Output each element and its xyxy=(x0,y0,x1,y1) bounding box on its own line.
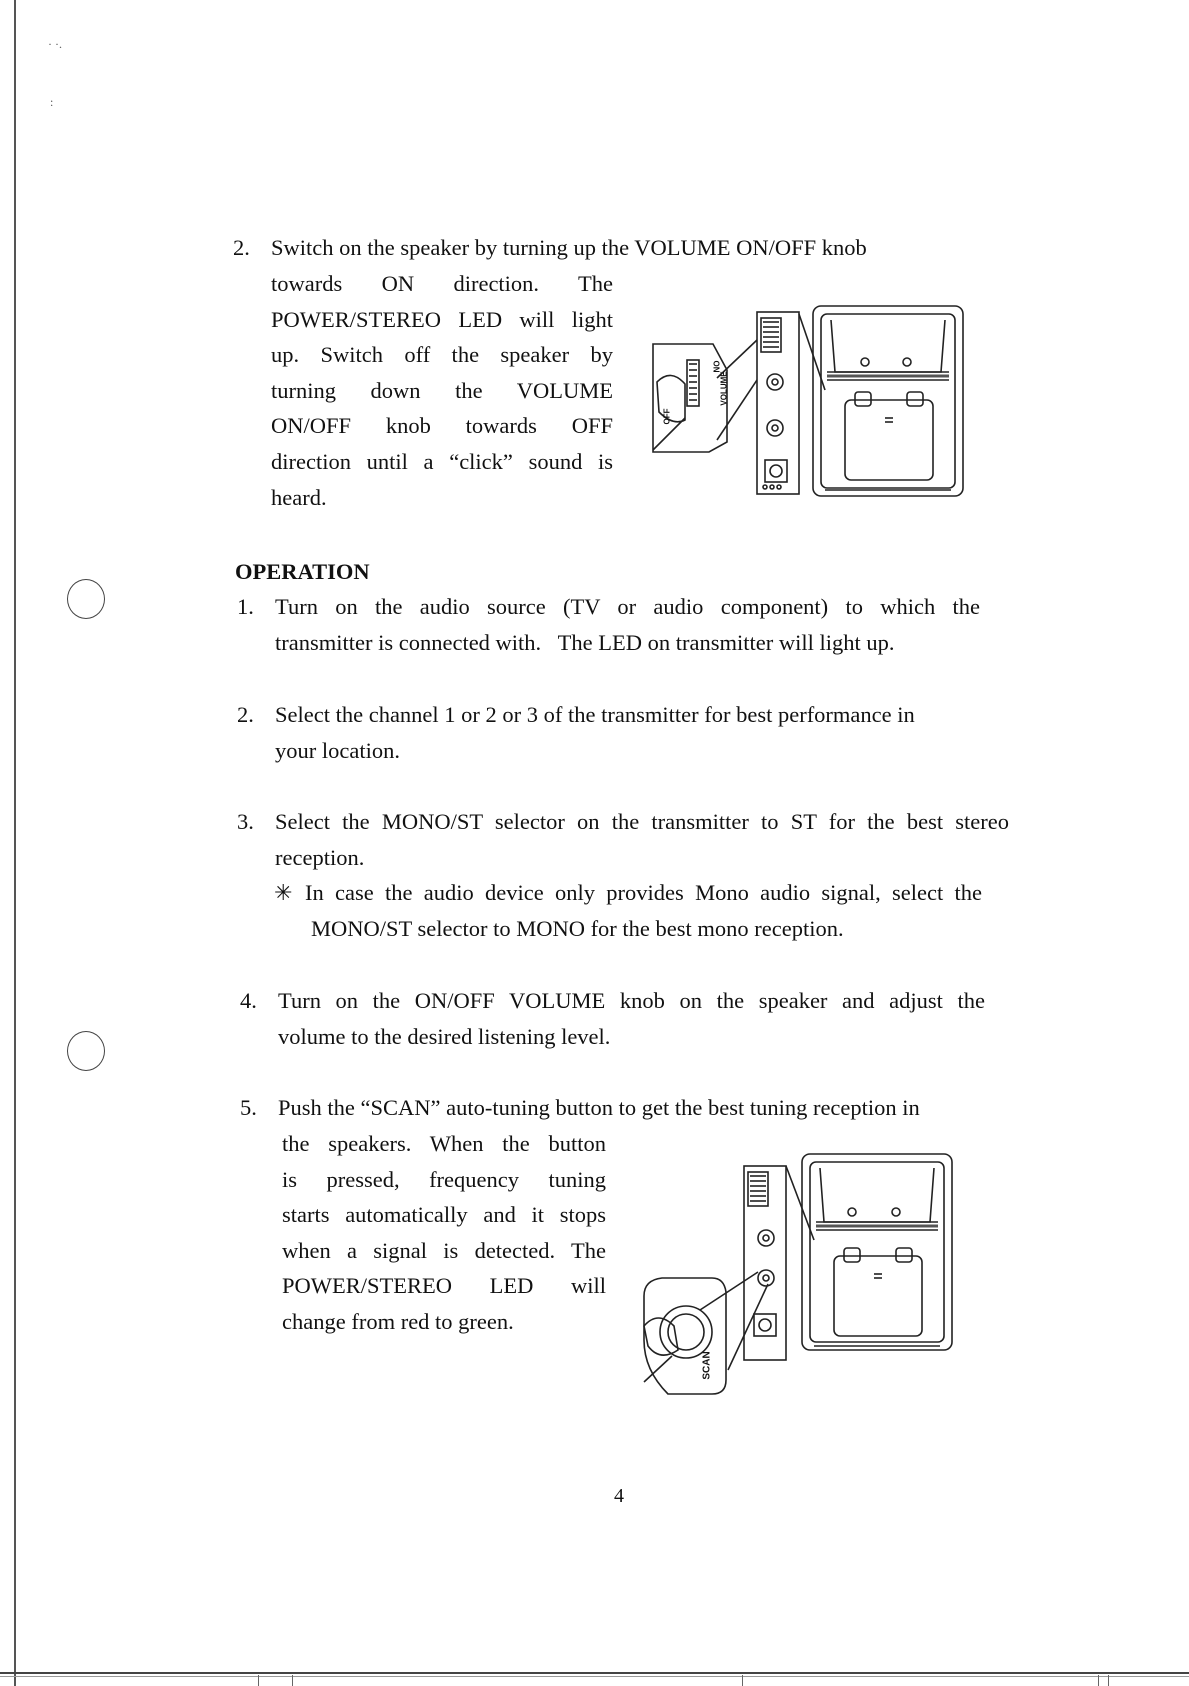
scan-tick xyxy=(258,1675,259,1686)
scan-speck: · ·. xyxy=(48,37,62,51)
step-line: your location. xyxy=(275,738,400,763)
scan-left-edge xyxy=(14,0,16,1686)
speaker-volume-figure xyxy=(645,300,965,500)
scan-tick xyxy=(742,1675,743,1686)
step-line: Select the channel 1 or 2 or 3 of the transmitter for best performance in xyxy=(275,702,915,727)
step-line: is pressed, frequency tuning xyxy=(282,1167,606,1192)
step-line: POWER/STEREO LED will xyxy=(282,1273,606,1298)
step-number: 2. xyxy=(233,235,250,260)
step-line: Turn on the audio source (TV or audio component) to which the xyxy=(275,594,980,619)
step-line: when a signal is detected. The xyxy=(282,1238,606,1263)
step-line: up. Switch off the speaker by xyxy=(271,342,613,367)
note-line: MONO/ST selector to MONO for the best mono reception. xyxy=(311,916,844,941)
asterisk-note-icon: ✳ xyxy=(274,880,293,905)
step-line: ON/OFF knob towards OFF xyxy=(271,413,613,438)
scan-label: SCAN xyxy=(701,1351,713,1380)
off-label: OFF xyxy=(662,408,672,425)
step-line: starts automatically and it stops xyxy=(282,1202,606,1227)
on-label: ON xyxy=(711,360,721,373)
binder-hole xyxy=(67,1031,105,1071)
step-line: turning down the VOLUME xyxy=(271,378,613,403)
step-line: volume to the desired listening level. xyxy=(278,1024,611,1049)
step-line: the speakers. When the button xyxy=(282,1131,606,1156)
section-heading-operation: OPERATION xyxy=(235,559,370,584)
scan-speck: : xyxy=(50,95,54,109)
step-first-line: Switch on the speaker by turning up the VOLUME ON/OFF knob xyxy=(271,235,867,260)
step-number: 5. xyxy=(240,1095,257,1120)
step-first-line: Push the “SCAN” auto-tuning button to get the best tuning reception in xyxy=(278,1095,920,1120)
page-number: 4 xyxy=(614,1485,624,1507)
step-number: 2. xyxy=(237,702,254,727)
step-last-line: heard. xyxy=(271,485,327,510)
step-line: Turn on the ON/OFF VOLUME knob on the speaker and adjust the xyxy=(278,988,985,1013)
scan-bottom-edge xyxy=(0,1672,1189,1674)
volume-label: VOLUME xyxy=(719,371,729,406)
step-last-line: change from red to green. xyxy=(282,1309,514,1334)
scan-tick xyxy=(1098,1675,1099,1686)
scan-bottom-edge-secondary xyxy=(0,1676,1189,1677)
step-line: Select the MONO/ST selector on the transmitter to ST for the best stereo xyxy=(275,809,1009,834)
speaker-scan-figure xyxy=(638,1150,958,1400)
step-line: direction until a “click” sound is xyxy=(271,449,613,474)
step-line: transmitter is connected with. The LED on transmitter will light up. xyxy=(275,630,895,655)
scan-tick xyxy=(1108,1675,1109,1686)
step-line: towards ON direction. The xyxy=(271,271,613,296)
scan-tick xyxy=(292,1675,293,1686)
step-line: POWER/STEREO LED will light xyxy=(271,307,613,332)
step-number: 4. xyxy=(240,988,257,1013)
step-number: 1. xyxy=(237,594,254,619)
binder-hole xyxy=(67,579,105,619)
note-line: In case the audio device only provides Mono audio signal, select the xyxy=(305,880,982,905)
step-number: 3. xyxy=(237,809,254,834)
step-line: reception. xyxy=(275,845,365,870)
